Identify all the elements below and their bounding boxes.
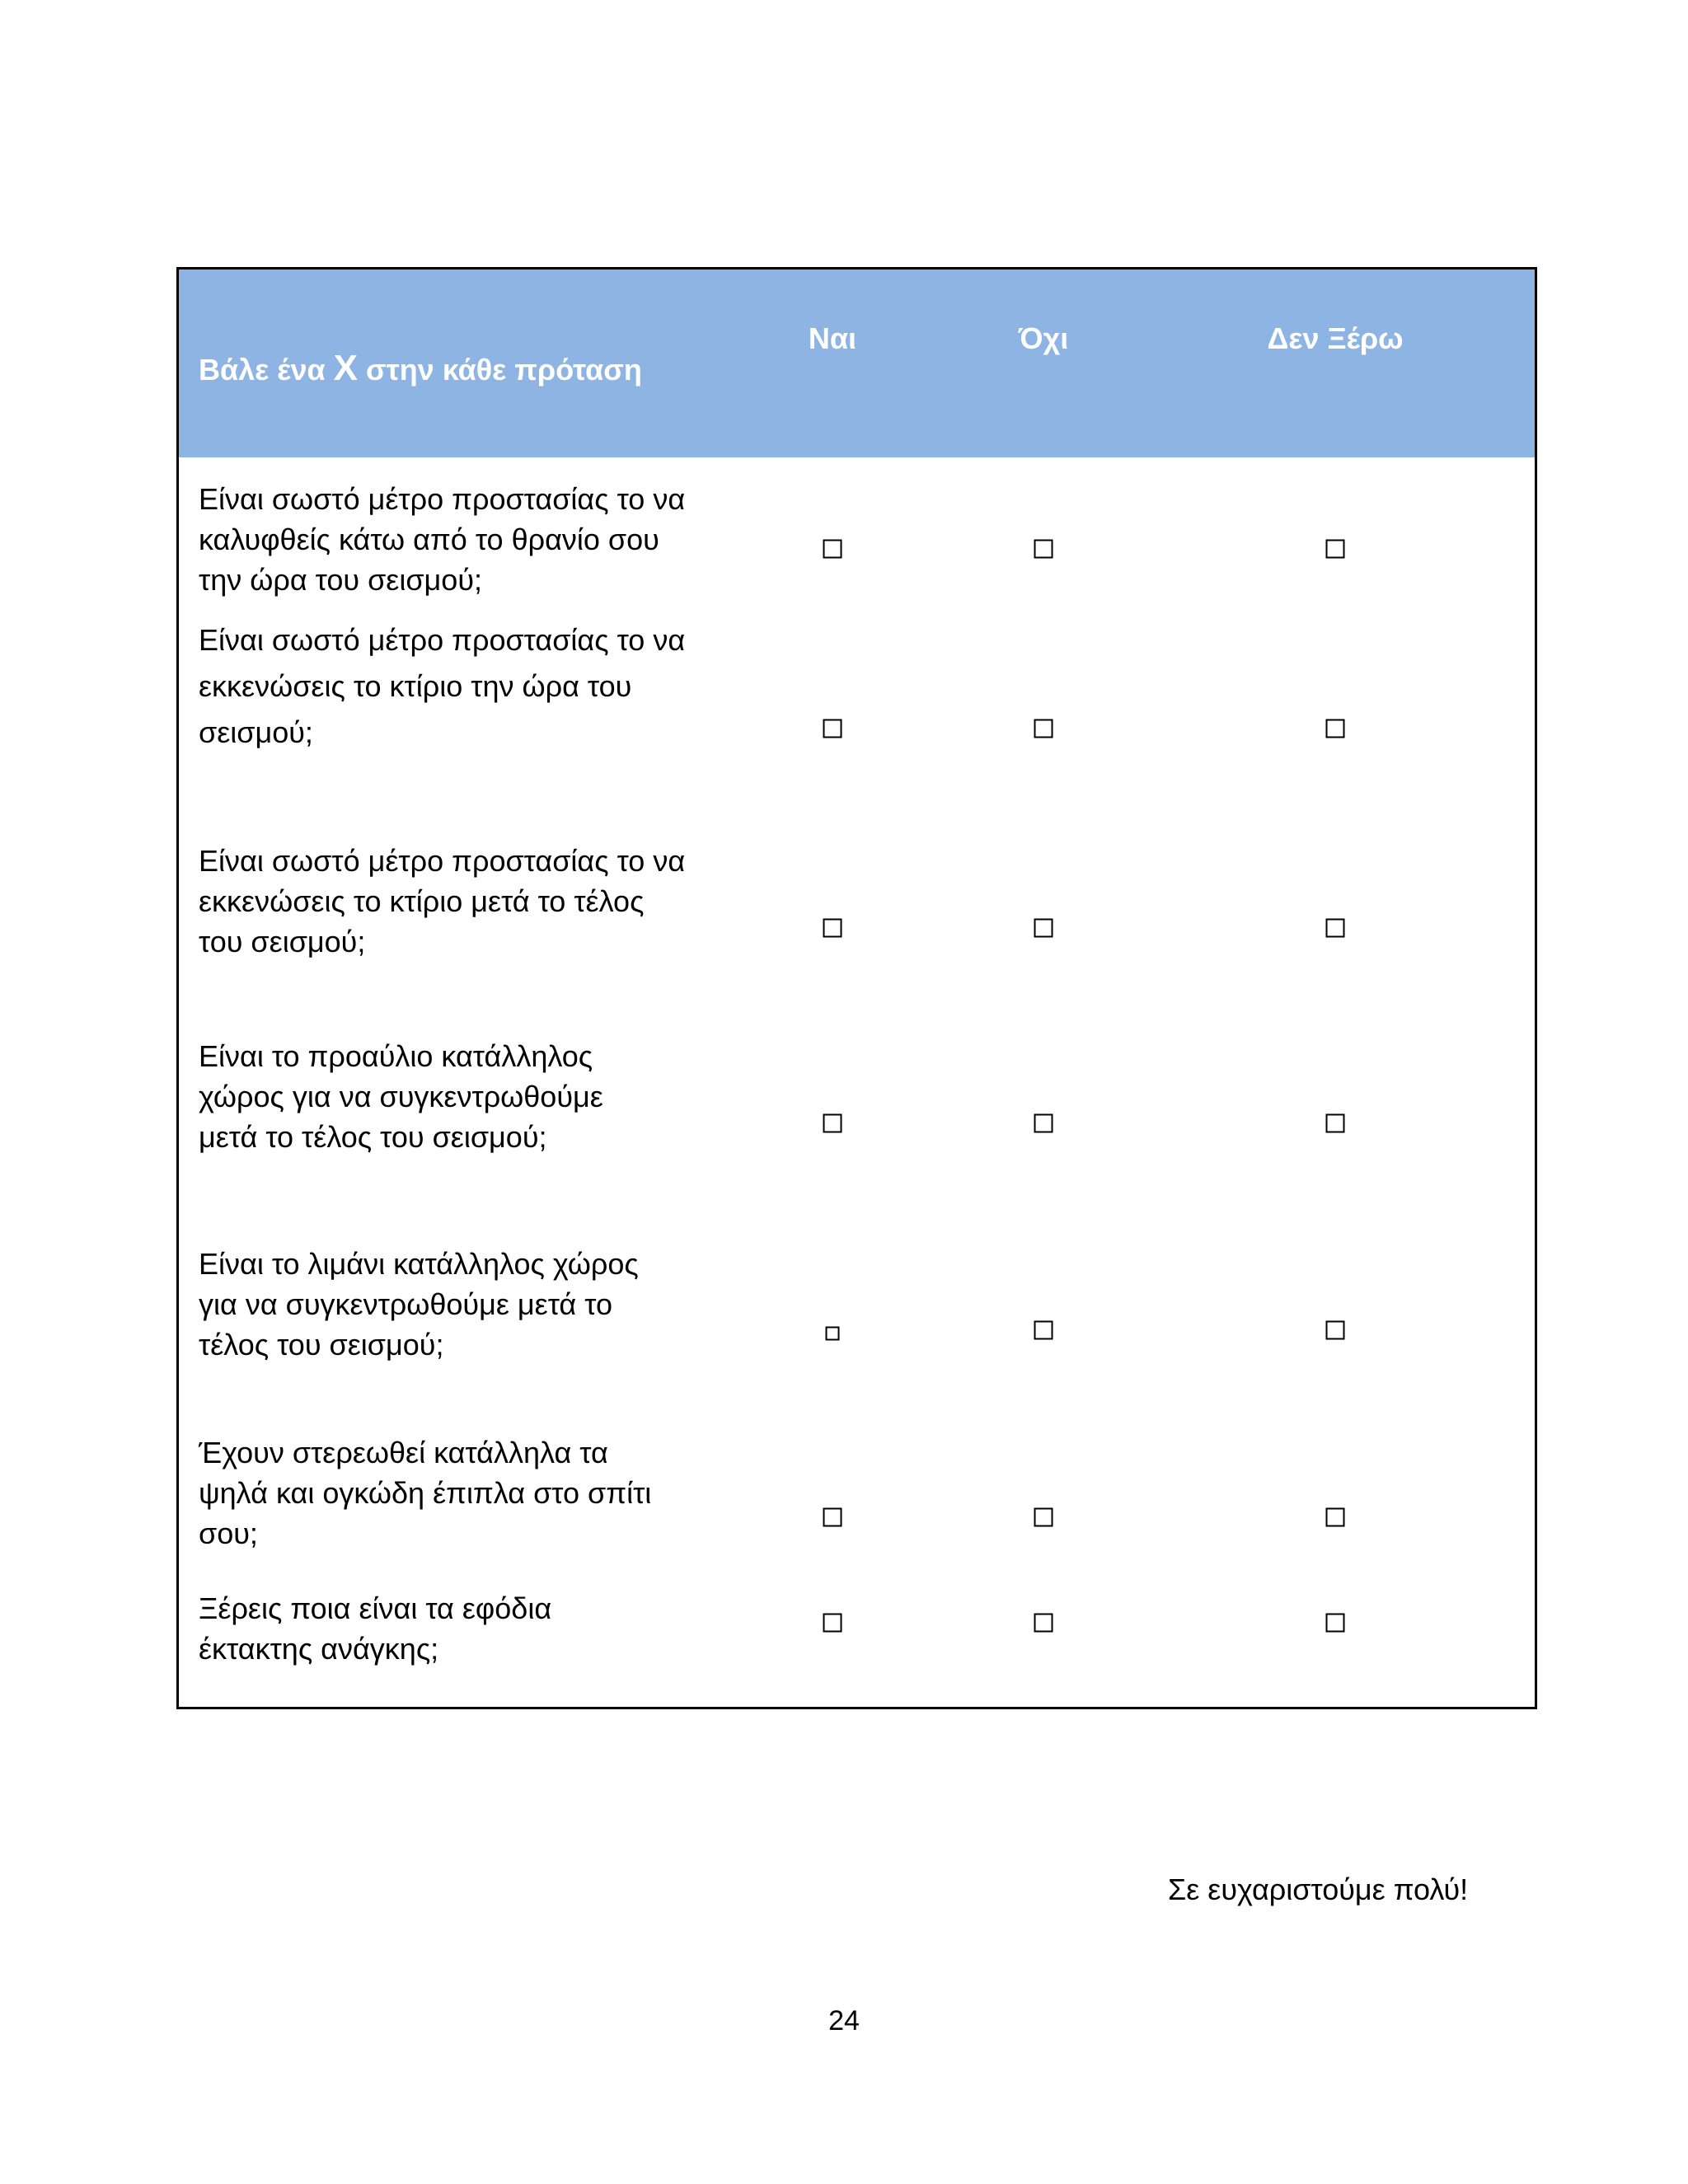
header-dont-know: Δεν Ξέρω <box>1267 321 1404 355</box>
question-text: Ξέρεις ποια είναι τα εφόδια έκτακτης ανάγκης; <box>199 1591 552 1666</box>
checkbox-no[interactable] <box>1034 719 1053 738</box>
checkbox-no[interactable] <box>1034 1114 1053 1133</box>
table-row <box>179 614 1535 812</box>
checkbox-yes[interactable] <box>823 1114 842 1133</box>
question-text: Είναι σωστό μέτρο προστασίας το να καλυφθείς κάτω από το θρανίο σου την ώρα του σεισμού; <box>199 482 686 597</box>
checkbox-dont-know[interactable] <box>1326 719 1345 738</box>
question-text: Έχουν στερεωθεί κατάλληλα τα ψηλά και ογκώδη έπιπλα στο σπίτι σου; <box>199 1436 652 1550</box>
page-number: 24 <box>828 2005 860 2036</box>
checkbox-no[interactable] <box>1034 1614 1053 1633</box>
table-row <box>179 457 1535 614</box>
table-row <box>179 1404 1535 1563</box>
checkbox-dont-know[interactable] <box>1326 540 1345 559</box>
question-text: Είναι το προαύλιο κατάλληλος χώρος για να συγκεντρωθούμε μετά το τέλος του σεισμού; <box>199 1039 603 1154</box>
table-row <box>179 1008 1535 1216</box>
table-row <box>179 1216 1535 1404</box>
checkbox-dont-know[interactable] <box>1326 1508 1345 1527</box>
table-row <box>179 812 1535 1008</box>
header-prompt <box>199 348 642 389</box>
checkbox-dont-know[interactable] <box>1326 1614 1345 1633</box>
checkbox-yes[interactable] <box>823 719 842 738</box>
header-prompt-x: X <box>333 348 358 388</box>
survey-table <box>176 267 1537 1709</box>
checkbox-yes[interactable] <box>823 540 842 559</box>
question-text: Είναι σωστό μέτρο προστασίας το να εκκενώσεις το κτίριο μετά το τέλος του σεισμού; <box>199 844 686 958</box>
table-row <box>179 1563 1535 1707</box>
header-prompt-after: στην κάθε πρόταση <box>358 353 642 387</box>
checkbox-no[interactable] <box>1034 919 1053 938</box>
header-yes: Ναι <box>808 321 857 355</box>
checkbox-no[interactable] <box>1034 540 1053 559</box>
thanks-message: Σε ευχαριστούμε πολύ! <box>1168 1872 1469 1906</box>
checkbox-dont-know[interactable] <box>1326 919 1345 938</box>
header-no: Όχι <box>1018 321 1069 355</box>
checkbox-yes[interactable] <box>826 1327 840 1341</box>
checkbox-dont-know[interactable] <box>1326 1114 1345 1133</box>
checkbox-yes[interactable] <box>823 1614 842 1633</box>
checkbox-dont-know[interactable] <box>1326 1321 1345 1340</box>
question-text: Είναι το λιμάνι κατάλληλος χώρος για να συγκεντρωθούμε μετά το τέλος του σεισμού; <box>199 1247 639 1361</box>
table-header <box>179 269 1535 457</box>
checkbox-no[interactable] <box>1034 1508 1053 1527</box>
checkbox-yes[interactable] <box>823 1508 842 1527</box>
checkbox-yes[interactable] <box>823 919 842 938</box>
checkbox-no[interactable] <box>1034 1321 1053 1340</box>
question-text: Είναι σωστό μέτρο προστασίας το να εκκενώσεις το κτίριο την ώρα του σεισμού; <box>199 623 686 749</box>
header-prompt-before: Βάλε ένα <box>199 353 334 387</box>
